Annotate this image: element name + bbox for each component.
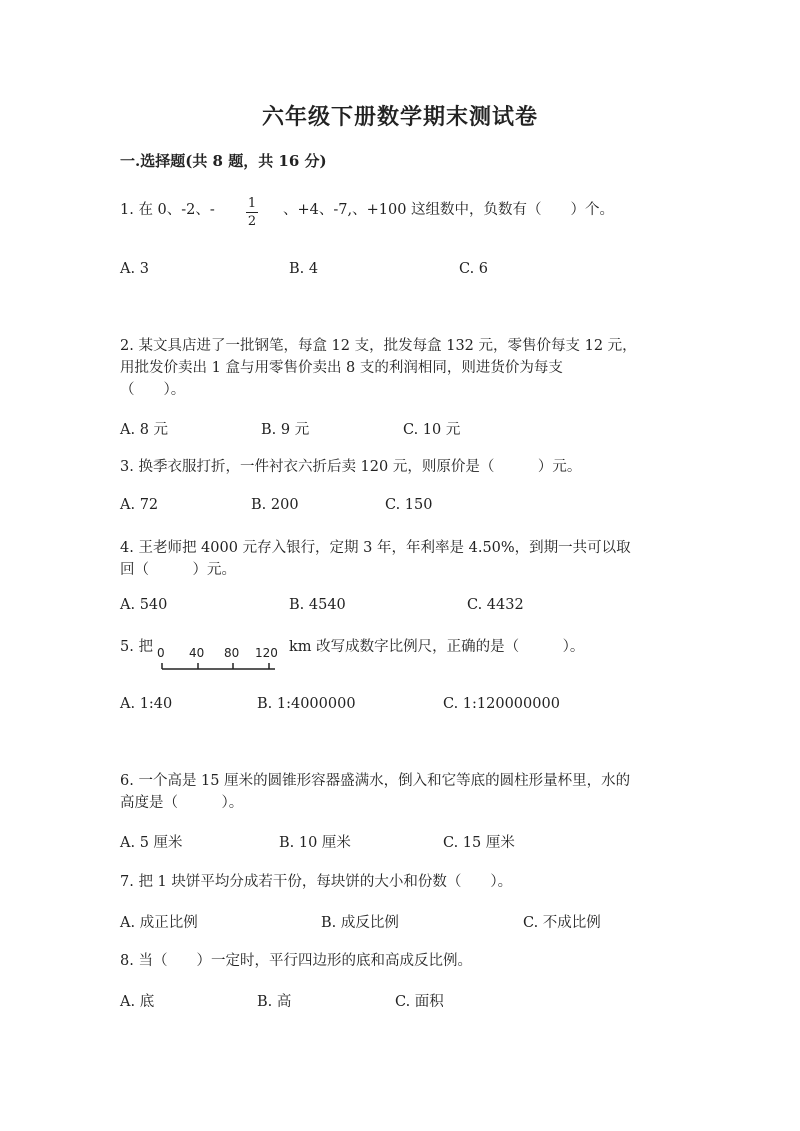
question-6-option-c[interactable]: C. 15 厘米 [443,835,515,851]
question-8-option-b[interactable]: B. 高 [257,994,292,1010]
question-7-option-c[interactable]: C. 不成比例 [523,915,601,931]
fraction-bar [246,212,258,213]
scale-label-40: 40 [189,646,205,660]
scale-ruler-line [157,660,281,672]
question-1-option-a[interactable]: A. 3 [120,261,149,277]
question-6-option-b[interactable]: B. 10 厘米 [279,835,351,851]
question-1-text-pre: 1. 在 0、-2、- [120,202,215,218]
question-2-line-3: （ ）。 [120,382,186,398]
question-4-option-b[interactable]: B. 4540 [289,597,346,613]
question-2-option-c[interactable]: C. 10 元 [403,422,461,438]
scale-label-120: 120 [255,646,278,660]
question-8-option-c[interactable]: C. 面积 [395,994,444,1010]
question-5-text-post: km 改写成数字比例尺，正确的是（ ）。 [289,639,585,655]
question-8-text: 8. 当（ ）一定时，平行四边形的底和高成反比例。 [120,953,472,969]
question-3-option-c[interactable]: C. 150 [385,497,433,513]
scale-label-0: 0 [157,646,165,660]
question-2-line-2: 用批发价卖出 1 盒与用零售价卖出 8 支的利润相同，则进货价为每支 [120,360,563,376]
question-2-option-b[interactable]: B. 9 元 [261,422,310,438]
question-6-line-1: 6. 一个高是 15 厘米的圆锥形容器盛满水，倒入和它等底的圆柱形量杯里，水的 [120,773,631,789]
question-1-text-post: 、+4、-7,、+100 这组数中，负数有（ ）个。 [283,202,615,218]
question-7-text: 7. 把 1 块饼平均分成若干份，每块饼的大小和份数（ ）。 [120,874,513,890]
question-5-option-b[interactable]: B. 1:4000000 [257,696,356,712]
fraction-one-half [246,196,258,229]
question-3-option-b[interactable]: B. 200 [251,497,299,513]
section-heading: 一.选择题(共 8 题，共 16 分) [120,152,327,170]
question-1-option-c[interactable]: C. 6 [459,261,489,277]
page-title: 六年级下册数学期末测试卷 [261,104,538,130]
question-6-line-2: 高度是（ ）。 [120,795,244,811]
question-3-text: 3. 换季衣服打折，一件衬衣六折后卖 120 元，则原价是（ ）元。 [120,459,582,475]
question-5-text-pre: 5. 把 [120,639,153,655]
question-6-option-a[interactable]: A. 5 厘米 [120,835,183,851]
question-3-option-a[interactable]: A. 72 [120,497,159,513]
question-5-option-c[interactable]: C. 1:120000000 [443,696,560,712]
question-2-option-a[interactable]: A. 8 元 [120,422,169,438]
question-4-line-1: 4. 王老师把 4000 元存入银行，定期 3 年，年利率是 4.50%，到期一共可以取 [120,540,631,556]
question-2-line-1: 2. 某文具店进了一批钢笔，每盒 12 支，批发每盒 132 元，零售价每支 12 元， [120,338,637,354]
question-4-option-a[interactable]: A. 540 [120,597,168,613]
question-1-option-b[interactable]: B. 4 [289,261,319,277]
fraction-numerator: 1 [247,196,257,211]
scale-label-80: 80 [224,646,240,660]
question-7-option-b[interactable]: B. 成反比例 [321,915,399,931]
fraction-denominator: 2 [247,214,257,229]
question-4-line-2: 回（ ）元。 [120,562,236,578]
question-5-option-a[interactable]: A. 1:40 [120,696,173,712]
question-7-option-a[interactable]: A. 成正比例 [120,915,198,931]
question-4-option-c[interactable]: C. 4432 [467,597,524,613]
question-8-option-a[interactable]: A. 底 [120,994,155,1010]
scale-bar [157,646,281,672]
